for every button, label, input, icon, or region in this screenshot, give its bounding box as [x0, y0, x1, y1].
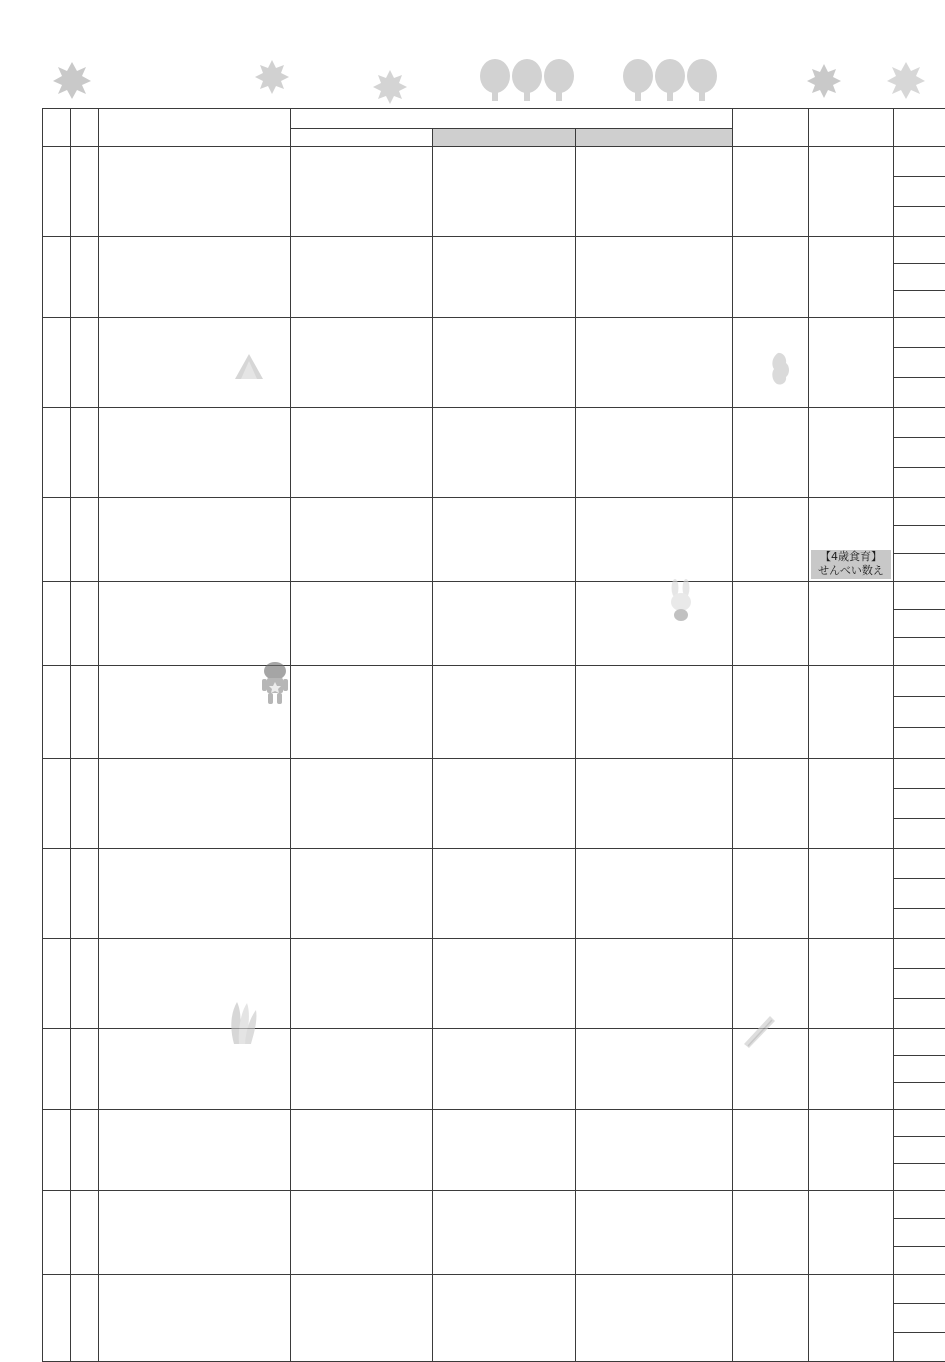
ingredient-cell-energy: [291, 849, 433, 939]
header-day: [43, 109, 71, 147]
header-snack-3: [809, 109, 894, 147]
table-row: [43, 1110, 945, 1191]
day-of-week: [71, 759, 99, 849]
ingredient-cell-energy: [291, 759, 433, 849]
menu-name-cell: [99, 498, 291, 582]
nutrition-cell: [894, 849, 945, 939]
header-ing-energy: [291, 129, 433, 147]
day-of-week: [71, 1029, 99, 1110]
ingredient-cell-condition: [576, 147, 733, 237]
snack-10-cell: [733, 849, 809, 939]
table-row: [43, 666, 945, 759]
ingredient-cell-condition: [576, 849, 733, 939]
nutrition-cell: [894, 666, 945, 759]
ingredient-cell-condition: [576, 939, 733, 1029]
day-of-week: [71, 237, 99, 318]
nutrition-cell: [894, 408, 945, 498]
nutrition-cell: [894, 939, 945, 1029]
table-row: [43, 1275, 945, 1362]
snack-10-cell: [733, 1191, 809, 1275]
snack-10-cell: [733, 1110, 809, 1191]
header-snack-10: [733, 109, 809, 147]
table-row: [43, 1029, 945, 1110]
snack-3-cell: [809, 1191, 894, 1275]
kyuporan-mascot-illustration: [258, 660, 292, 706]
ingredient-cell-body: [433, 1029, 576, 1110]
ingredient-cell-body: [433, 759, 576, 849]
snack-3-cell: [809, 1275, 894, 1362]
ingredient-cell-condition: [576, 318, 733, 408]
satsuma-illustration: [232, 352, 266, 382]
menu-name-cell: [99, 408, 291, 498]
ingredient-cell-condition: [576, 1029, 733, 1110]
menu-name-cell: [99, 237, 291, 318]
table-row: [43, 1191, 945, 1275]
snack-10-cell: [733, 498, 809, 582]
table-row: [43, 408, 945, 498]
table-row: [43, 498, 945, 582]
table-row: [43, 759, 945, 849]
day-number: [43, 759, 71, 849]
snack-3-cell: [809, 1029, 894, 1110]
header-ing-condition: [576, 129, 733, 147]
header-dow: [71, 109, 99, 147]
snack-3-cell: [809, 498, 894, 582]
snack-10-cell: [733, 408, 809, 498]
menu-name-cell: [99, 1275, 291, 1362]
day-of-week: [71, 408, 99, 498]
day-number: [43, 666, 71, 759]
snack-10-cell: [733, 582, 809, 666]
ingredient-cell-energy: [291, 318, 433, 408]
day-of-week: [71, 1275, 99, 1362]
table-row: [43, 582, 945, 666]
table-row: [43, 849, 945, 939]
ingredient-cell-condition: [576, 498, 733, 582]
nutrition-cell: [894, 1191, 945, 1275]
snack-10-cell: [733, 1275, 809, 1362]
ingredient-cell-body: [433, 1275, 576, 1362]
nutrition-cell: [894, 318, 945, 408]
day-of-week: [71, 666, 99, 759]
ingredient-cell-body: [433, 237, 576, 318]
table-body: [43, 147, 945, 1362]
day-number: [43, 1029, 71, 1110]
ingredient-cell-energy: [291, 1275, 433, 1362]
day-number: [43, 498, 71, 582]
food-education-line: せんべい数え: [813, 564, 889, 579]
day-of-week: [71, 582, 99, 666]
day-of-week: [71, 147, 99, 237]
snack-3-cell: [809, 759, 894, 849]
nutrition-cell: [894, 759, 945, 849]
ingredient-cell-energy: [291, 498, 433, 582]
snack-3-cell: [809, 849, 894, 939]
menu-name-cell: [99, 582, 291, 666]
day-of-week: [71, 849, 99, 939]
food-education-label: [811, 550, 891, 579]
day-of-week: [71, 939, 99, 1029]
menu-table: [42, 108, 945, 1362]
ingredient-cell-condition: [576, 1275, 733, 1362]
day-number: [43, 1275, 71, 1362]
snack-3-cell: [809, 408, 894, 498]
header-ingredients-group: [291, 109, 733, 129]
snack-10-cell: [733, 237, 809, 318]
day-of-week: [71, 1110, 99, 1191]
snack-10-cell: [733, 666, 809, 759]
menu-name-cell: [99, 1110, 291, 1191]
ingredient-cell-body: [433, 1110, 576, 1191]
ingredient-cell-body: [433, 666, 576, 759]
day-number: [43, 1110, 71, 1191]
header-nutrition: [894, 109, 945, 147]
ingredient-cell-condition: [576, 1191, 733, 1275]
menu-name-cell: [99, 849, 291, 939]
snack-3-cell: [809, 582, 894, 666]
ingredient-cell-energy: [291, 1191, 433, 1275]
ingredient-cell-body: [433, 849, 576, 939]
snack-3-cell: [809, 666, 894, 759]
snack-3-cell: [809, 1110, 894, 1191]
ingredient-cell-energy: [291, 582, 433, 666]
day-number: [43, 1191, 71, 1275]
header-ing-body: [433, 129, 576, 147]
snack-3-cell: [809, 318, 894, 408]
rabbit-illustration: [664, 578, 698, 622]
ingredient-cell-body: [433, 1191, 576, 1275]
ingredient-cell-condition: [576, 408, 733, 498]
table-row: [43, 318, 945, 408]
ingredient-cell-body: [433, 147, 576, 237]
table-row: [43, 939, 945, 1029]
nutrition-cell: [894, 1275, 945, 1362]
nutrition-cell: [894, 1029, 945, 1110]
ingredient-cell-energy: [291, 147, 433, 237]
snack-10-cell: [733, 147, 809, 237]
ingredient-cell-energy: [291, 666, 433, 759]
snack-10-cell: [733, 759, 809, 849]
menu-name-cell: [99, 1191, 291, 1275]
table-header: [43, 109, 945, 147]
ingredient-cell-condition: [576, 666, 733, 759]
food-education-line: 【4歳食育】: [813, 550, 889, 565]
ingredient-cell-body: [433, 408, 576, 498]
day-of-week: [71, 498, 99, 582]
ingredient-cell-energy: [291, 408, 433, 498]
header-menu-name: [99, 109, 291, 147]
day-number: [43, 408, 71, 498]
ingredient-cell-body: [433, 939, 576, 1029]
nutrition-cell: [894, 147, 945, 237]
day-number: [43, 318, 71, 408]
nutrition-cell: [894, 237, 945, 318]
table-row: [43, 147, 945, 237]
ingredient-cell-energy: [291, 1029, 433, 1110]
day-of-week: [71, 318, 99, 408]
nutrition-cell: [894, 498, 945, 582]
nutrition-cell: [894, 1110, 945, 1191]
ingredient-cell-body: [433, 498, 576, 582]
ingredient-cell-condition: [576, 759, 733, 849]
day-number: [43, 237, 71, 318]
ingredient-cell-condition: [576, 582, 733, 666]
day-number: [43, 939, 71, 1029]
snack-3-cell: [809, 939, 894, 1029]
fried-potato-illustration: [740, 1010, 780, 1050]
day-of-week: [71, 1191, 99, 1275]
ingredient-cell-condition: [576, 1110, 733, 1191]
menu-name-cell: [99, 147, 291, 237]
ingredient-cell-energy: [291, 939, 433, 1029]
komatsuna-illustration: [222, 1000, 264, 1046]
kagoshima-map-illustration: [768, 352, 794, 386]
ingredient-cell-condition: [576, 237, 733, 318]
snack-3-cell: [809, 237, 894, 318]
snack-3-cell: [809, 147, 894, 237]
nutrition-cell: [894, 582, 945, 666]
sheet-title: [58, 62, 938, 106]
ingredient-cell-body: [433, 318, 576, 408]
table-row: [43, 237, 945, 318]
day-number: [43, 849, 71, 939]
ingredient-cell-energy: [291, 237, 433, 318]
day-number: [43, 582, 71, 666]
day-number: [43, 147, 71, 237]
ingredient-cell-energy: [291, 1110, 433, 1191]
menu-name-cell: [99, 759, 291, 849]
ingredient-cell-body: [433, 582, 576, 666]
